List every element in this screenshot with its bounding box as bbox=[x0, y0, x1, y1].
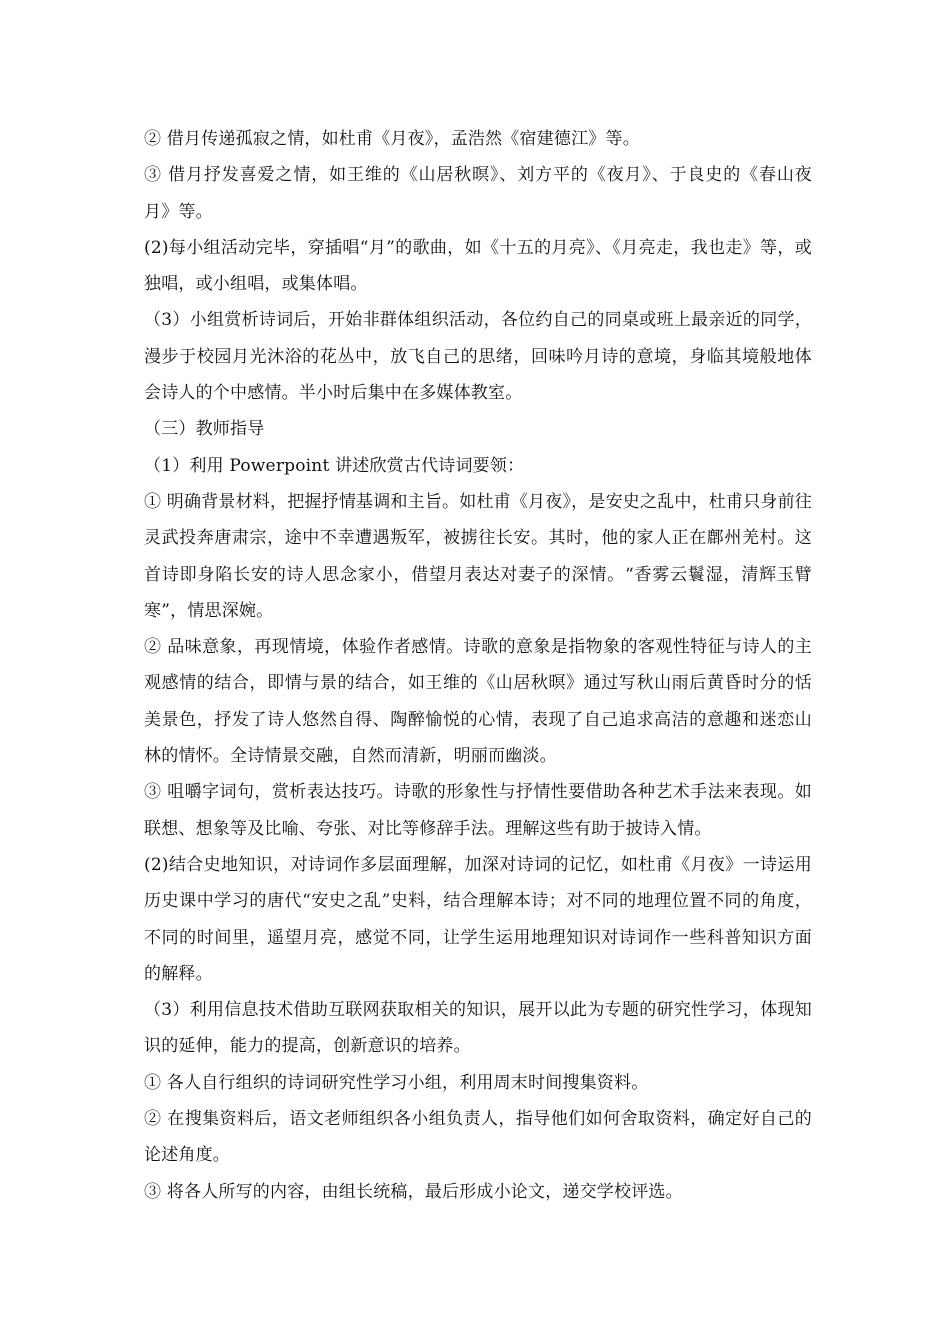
document-body bbox=[144, 121, 812, 1210]
paragraph: （3）小组赏析诗词后，开始非群体组织活动，各位约自己的同桌或班上最亲近的同学，漫步于校园月光沐浴的花丛中，放飞自己的思绪，回味吟月诗的意境，身临其境般地体会诗人的个中感情。半小时后集中在多媒体教室。 bbox=[144, 310, 812, 404]
section-heading: （三）教师指导 bbox=[144, 419, 265, 440]
paragraph: ③ 将各人所写的内容，由组长统稿，最后形成小论文，递交学校评选。 bbox=[144, 1181, 683, 1202]
paragraph: ② 在搜集资料后，语文老师组织各小组负责人，指导他们如何舍取资料，确定好自己的论述角度。 bbox=[144, 1109, 812, 1166]
paragraph: ③ 借月抒发喜爱之情，如王维的《山居秋暝》、刘方平的《夜月》、于良史的《春山夜月》等。 bbox=[144, 165, 812, 222]
paragraph: (2)结合史地知识，对诗词作多层面理解，加深对诗词的记忆，如杜甫《月夜》一诗运用历史课中学习的唐代“安史之乱”史料，结合理解本诗；对不同的地理位置不同的角度，不同的时间里，遥望月亮，感觉不同，让学生运用地理知识对诗词作一些科普知识方面的解释。 bbox=[144, 854, 812, 984]
paragraph: ② 品味意象，再现情境，体验作者感情。诗歌的意象是指物象的客观性特征与诗人的主观感情的结合，即情与景的结合，如王维的《山居秋暝》通过写秋山雨后黄昏时分的恬美景色，抒发了诗人悠然自得、陶醉愉悦的心情，表现了自己追求高洁的意趣和迷恋山林的情怀。全诗情景交融，自然而清新，明丽而幽淡。 bbox=[144, 637, 812, 767]
paragraph: ③ 咀嚼字词句，赏析表达技巧。诗歌的形象性与抒情性要借助各种艺术手法来表现。如联想、想象等及比喻、夸张、对比等修辞手法。理解这些有助于披诗入情。 bbox=[144, 782, 812, 839]
paragraph: ① 明确背景材料，把握抒情基调和主旨。如杜甫《月夜》，是安史之乱中，杜甫只身前往灵武投奔唐肃宗，途中不幸遭遇叛军，被掳往长安。其时，他的家人正在鄜州羌村。这首诗即身陷长安的诗人思念家小，借望月表达对妻子的深情。“香雾云鬟湿，清辉玉臂寒”，情思深婉。 bbox=[144, 491, 812, 621]
paragraph: （1）利用 Powerpoint 讲述欣赏古代诗词要领： bbox=[144, 455, 525, 476]
paragraph: ② 借月传递孤寂之情，如杜甫《月夜》，孟浩然《宿建德江》等。 bbox=[144, 129, 640, 149]
paragraph: (2)每小组活动完毕，穿插唱“月”的歌曲，如《十五的月亮》、《月亮走，我也走》等，或独唱，或小组唱，或集体唱。 bbox=[144, 237, 812, 295]
paragraph: （3）利用信息技术借助互联网获取相关的知识，展开以此为专题的研究性学习，体现知识的延伸，能力的提高，创新意识的培养。 bbox=[144, 1000, 812, 1057]
paragraph: ① 各人自行组织的诗词研究性学习小组，利用周末时间搜集资料。 bbox=[144, 1072, 649, 1093]
